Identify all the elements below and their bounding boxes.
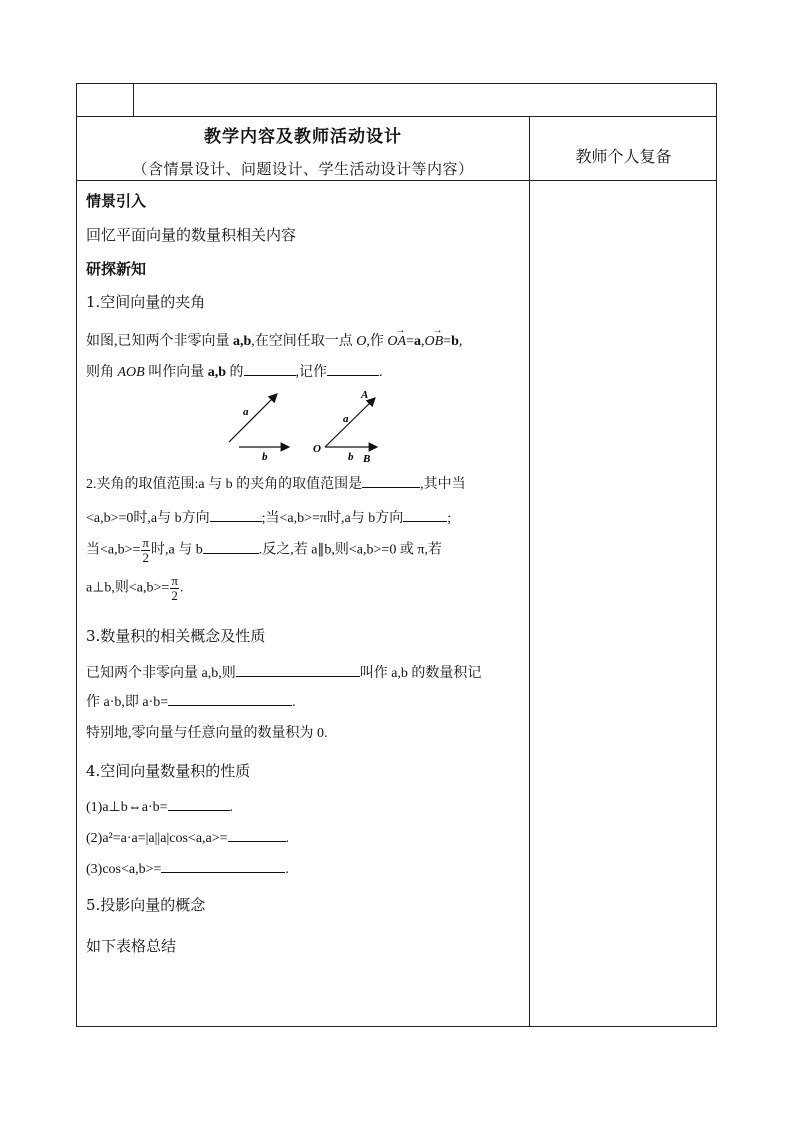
angle-perpendicular-converse <box>86 574 183 603</box>
fig-label-a: a <box>243 406 249 418</box>
fig-label-O: O <box>313 443 321 455</box>
dot-product-notation <box>86 691 296 711</box>
text: = <box>406 334 414 349</box>
arrow-icon: → <box>432 325 443 336</box>
text: ,其中当 <box>420 477 466 492</box>
property-1 <box>86 796 233 816</box>
table-rule <box>529 116 530 1026</box>
zero-vector-note: 特别地,零向量与任意向量的数量积为 0. <box>86 726 328 741</box>
text: (1)a⊥b⇔a·b= <box>86 800 168 815</box>
text: 叫作向量 <box>144 365 208 380</box>
intro-text: 回忆平面向量的数量积相关内容 <box>86 226 297 244</box>
text: ,在空间任取一点 <box>251 334 357 349</box>
text: 当<a,b>= <box>86 542 141 558</box>
text: . <box>379 365 383 380</box>
vector-angle-figure <box>217 384 397 464</box>
section-title-intro: 情景引入 <box>86 192 147 210</box>
answer-blank <box>203 539 259 554</box>
answer-blank <box>403 507 447 522</box>
vector-b: b <box>451 334 459 349</box>
vector-ab: a,b <box>207 365 227 380</box>
answer-blank <box>168 796 230 811</box>
answer-blank <box>210 507 262 522</box>
paragraph-angle-definition <box>86 325 463 350</box>
angle-perpendicular-line <box>86 536 442 565</box>
text: ;当<a,b>=π时,a与 b方向 <box>261 511 404 526</box>
table-rule <box>77 180 716 181</box>
answer-blank <box>161 858 285 873</box>
property-3 <box>86 858 289 878</box>
vector-OA <box>387 325 407 350</box>
property-2 <box>86 827 289 847</box>
vector-OA-arrow <box>325 398 375 447</box>
answer-blank <box>327 361 379 376</box>
fraction-denominator: 2 <box>142 550 149 565</box>
answer-blank <box>236 662 360 677</box>
header-subtitle: （含情景设计、问题设计、学生活动设计等内容） <box>132 160 474 178</box>
fig-label-B: B <box>363 453 371 464</box>
text: . <box>285 831 290 846</box>
text: 叫作 a,b 的数量积记 <box>359 666 482 681</box>
vector-OA-label: OA <box>387 334 407 349</box>
fraction-pi-over-2 <box>141 536 150 565</box>
text: (2)a²=a·a=|a||a|cos<a,a>= <box>86 831 228 846</box>
fraction-numerator: π <box>142 535 149 550</box>
fig-label-a2: a <box>343 413 349 425</box>
text: . <box>292 695 296 710</box>
dot-product-definition <box>86 662 481 682</box>
text: 已知两个非零向量 a,b,则 <box>86 666 236 681</box>
subsection-properties: 4.空间向量数量积的性质 <box>86 762 251 780</box>
answer-blank <box>244 361 296 376</box>
vector-a-arrow <box>229 394 277 442</box>
arrow-icon: → <box>395 325 406 336</box>
subsection-angle: 1.空间向量的夹角 <box>86 293 206 311</box>
section-title-explore: 研探新知 <box>86 260 147 278</box>
vector-ab: a,b <box>233 334 252 349</box>
text: = <box>443 334 452 349</box>
lesson-table <box>76 83 717 1027</box>
answer-blank <box>168 691 292 706</box>
summary-text: 如下表格总结 <box>86 937 177 955</box>
subsection-projection: 5.投影向量的概念 <box>86 896 206 914</box>
fraction-denominator: 2 <box>171 588 178 603</box>
fig-label-b: b <box>262 451 268 463</box>
text: (3)cos<a,b>= <box>86 862 162 877</box>
table-rule <box>133 84 134 116</box>
text: . <box>179 580 184 596</box>
fraction-pi-over-2 <box>170 574 179 603</box>
text: 则角 <box>86 365 118 380</box>
text: , <box>421 334 425 349</box>
header-right-column: 教师个人复备 <box>575 147 672 166</box>
answer-blank <box>228 827 286 842</box>
text: ,作 <box>366 334 388 349</box>
paragraph-angle-notation <box>86 361 383 381</box>
text: 如图,已知两个非零向量 <box>86 334 233 349</box>
text: 时,a 与 b <box>150 542 203 558</box>
text: . <box>229 800 234 815</box>
fig-label-b2: b <box>348 451 354 463</box>
angle-direction-line <box>86 507 451 527</box>
text: ; <box>447 511 452 526</box>
text: 2.夹角的取值范围:a 与 b 的夹角的取值范围是 <box>86 477 363 492</box>
text: . <box>285 862 289 877</box>
text: <a,b>=0时,a与 b方向 <box>86 511 210 526</box>
text: .反之,若 a∥b,则<a,b>=0 或 π,若 <box>258 542 442 558</box>
fraction-numerator: π <box>171 573 178 588</box>
angle-range-line <box>86 473 466 493</box>
vector-OB-label: OB <box>424 334 444 349</box>
vector-a: a <box>414 334 421 349</box>
angle-AOB: AOB <box>117 365 145 380</box>
text: ,记作 <box>295 365 328 380</box>
text: 的 <box>226 365 244 380</box>
vector-OB <box>424 325 444 350</box>
text: , <box>458 334 463 349</box>
answer-blank <box>362 473 420 488</box>
point-O: O <box>356 334 367 349</box>
table-rule <box>77 116 716 117</box>
fig-label-A: A <box>361 389 369 401</box>
subsection-dot-product: 3.数量积的相关概念及性质 <box>86 627 266 645</box>
text: 作 a·b,即 a·b= <box>86 695 169 710</box>
text: a⊥b,则<a,b>= <box>86 580 170 596</box>
header-title: 教学内容及教师活动设计 <box>204 127 402 147</box>
